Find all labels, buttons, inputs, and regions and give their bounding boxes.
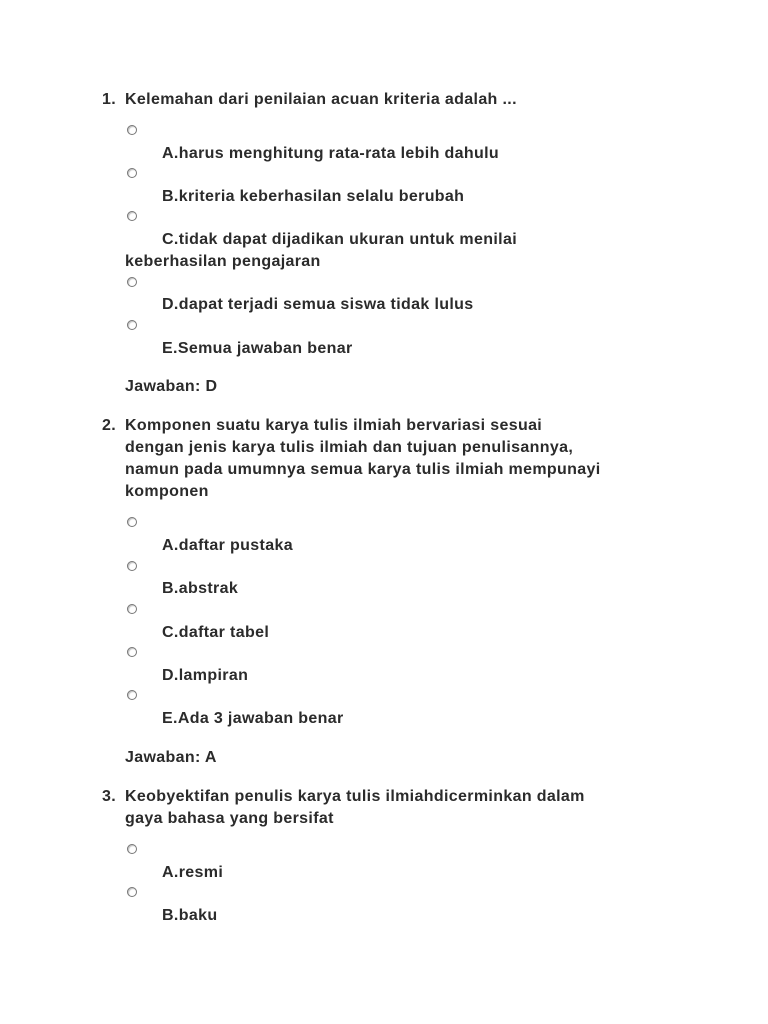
question-text: Kelemahan dari penilaian acuan kriteria adalah ... [125,91,517,108]
option-a-label: A.daftar pustaka [162,537,293,554]
option-a-label: A.harus menghitung rata-rata lebih dahulu [162,145,500,162]
radio-option-b[interactable] [127,168,137,178]
question-text-line-1: Komponen suatu karya tulis ilmiah bervariasi sesuai [125,417,543,434]
option-d-label: D.lampiran [162,667,249,684]
radio-option-e[interactable] [127,690,137,700]
radio-option-a[interactable] [127,517,137,527]
radio-option-c[interactable] [127,211,137,221]
option-b-label: B.kriteria keberhasilan selalu berubah [162,188,465,205]
radio-option-e[interactable] [127,320,137,330]
question-number: 1. [102,91,117,108]
option-d-label: D.dapat terjadi semua siswa tidak lulus [162,296,474,313]
option-a-label: A.resmi [162,864,224,881]
question-text-line-2: gaya bahasa yang bersifat [125,810,334,827]
question-text-line-2: dengan jenis karya tulis ilmiah dan tujuan penulisannya, [125,439,574,456]
radio-option-b[interactable] [127,887,137,897]
radio-option-d[interactable] [127,277,137,287]
radio-option-a[interactable] [127,844,137,854]
option-c-label: C.tidak dapat dijadikan ukuran untuk menilai [162,231,518,248]
radio-option-d[interactable] [127,647,137,657]
option-c-label-continued: keberhasilan pengajaran [125,253,321,270]
option-b-label: B.baku [162,907,218,924]
answer-text: Jawaban: A [125,749,217,766]
option-e-label: E.Ada 3 jawaban benar [162,710,344,727]
question-number: 3. [102,788,117,805]
answer-text: Jawaban: D [125,378,218,395]
option-e-label: E.Semua jawaban benar [162,340,353,357]
question-text-line-1: Keobyektifan penulis karya tulis ilmiahdicerminkan dalam [125,788,585,805]
radio-option-b[interactable] [127,561,137,571]
option-c-label: C.daftar tabel [162,624,270,641]
radio-option-c[interactable] [127,604,137,614]
question-number: 2. [102,417,117,434]
question-text-line-4: komponen [125,483,209,500]
question-text-line-3: namun pada umumnya semua karya tulis ilmiah mempunayi [125,461,601,478]
option-b-label: B.abstrak [162,580,239,597]
radio-option-a[interactable] [127,125,137,135]
